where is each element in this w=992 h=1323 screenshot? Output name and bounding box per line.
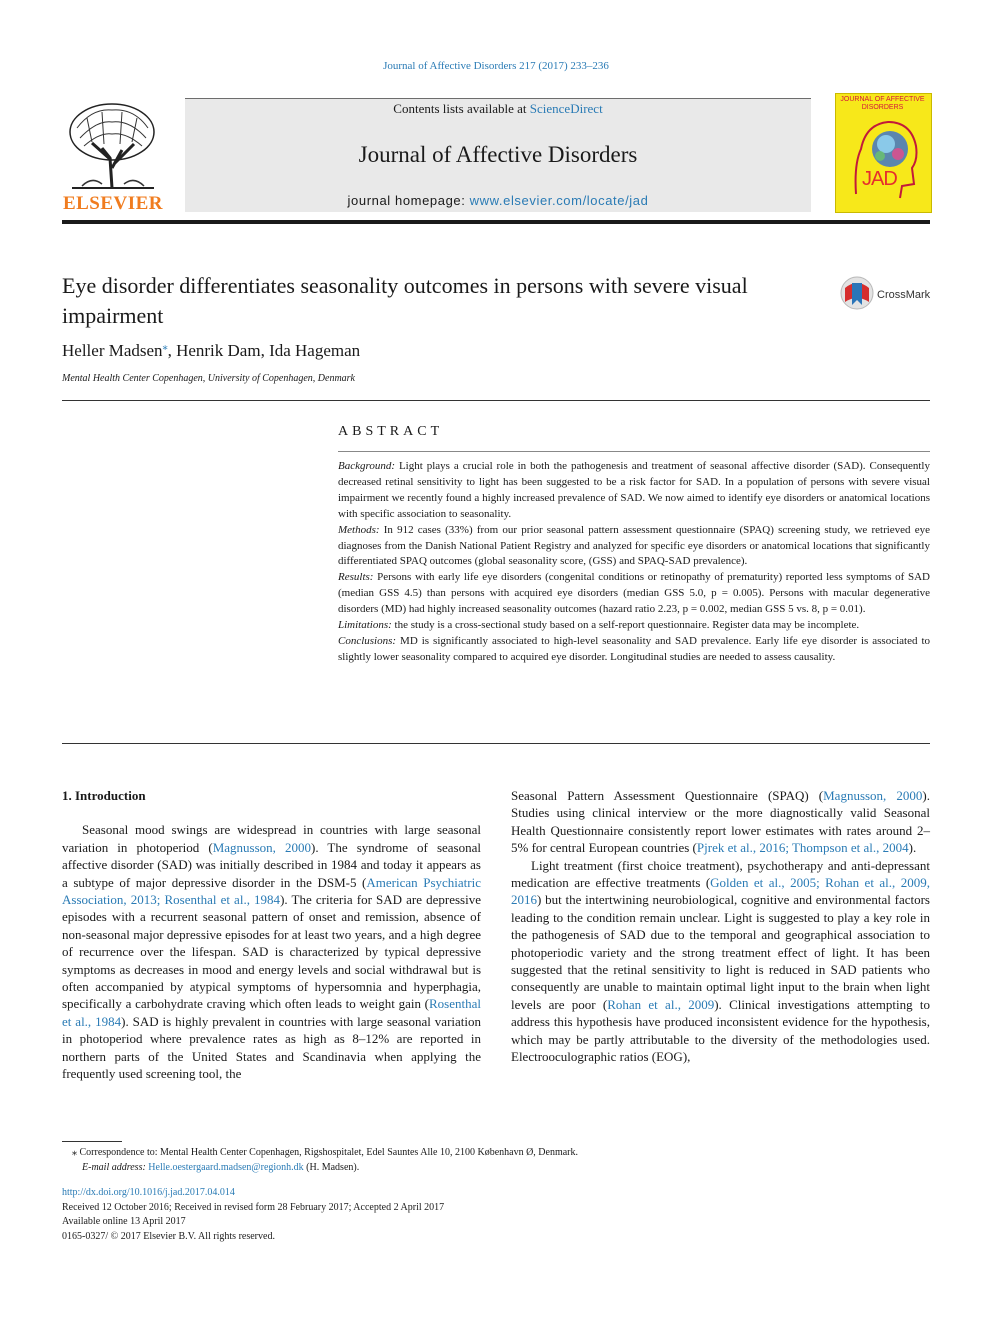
citation-link[interactable]: Rohan et al., 2009 xyxy=(607,996,715,1012)
abstract-conclusions xyxy=(338,634,930,666)
cover-title: JOURNAL OF AFFECTIVE DISORDERS xyxy=(840,96,925,111)
intro-paragraph xyxy=(62,821,481,1082)
abstract-text: the study is a cross-sectional study based on a self-report questionnaire. Register data may be incomplete. xyxy=(391,619,860,632)
footnote-text: Correspondence to: Mental Health Center Copenhagen, Rigshospitalet, Edel Sauntes Alle 10, 2100 København Ø, Denmark. xyxy=(77,1147,579,1158)
section-divider xyxy=(62,400,930,401)
article-info xyxy=(62,1186,930,1244)
abstract-divider xyxy=(338,451,930,452)
copyright-line: 0165-0327/ © 2017 Elsevier B.V. All rights reserved. xyxy=(62,1230,275,1242)
abstract-text: MD is significantly associated to high-level seasonality and SAD prevalence. Early life eye disorder is associated to slightly lower seasonality compared to acquired eye disorder. Longitudinal studies are needed to assess causality. xyxy=(338,634,930,663)
abstract-background xyxy=(338,459,930,523)
paragraph-text: ). xyxy=(908,840,917,856)
journal-citation[interactable]: Journal of Affective Disorders 217 (2017) 233–236 xyxy=(383,60,609,72)
author-name[interactable]: Ida Hageman xyxy=(269,341,361,360)
intro-paragraph-continued xyxy=(511,787,930,857)
author-separator: , xyxy=(260,341,270,360)
author-name[interactable]: Heller Madsen xyxy=(62,341,163,360)
citation-link[interactable]: Magnusson, 2000 xyxy=(823,788,923,803)
header-divider xyxy=(62,220,930,224)
author-list xyxy=(62,341,360,361)
abstract-body xyxy=(338,459,930,666)
journal-title: Journal of Affective Disorders xyxy=(358,142,638,167)
intro-paragraph xyxy=(511,857,930,1066)
available-online: Available online 13 April 2017 xyxy=(62,1216,186,1228)
footnotes xyxy=(62,1145,930,1175)
contents-line xyxy=(185,101,811,117)
email-link[interactable]: Helle.oestergaard.madsen@regionh.dk xyxy=(148,1162,304,1173)
received-dates: Received 12 October 2016; Received in revised form 28 February 2017; Accepted 2 April 2017 xyxy=(62,1201,445,1213)
elsevier-wordmark: ELSEVIER xyxy=(62,193,164,214)
abstract-heading: ABSTRACT xyxy=(338,424,444,439)
paragraph-text: ). The criteria for SAD are depressive episodes with a recurrent seasonal pattern of onset and remission, absence of non-seasonal major depressive episodes for at least two years, and a high degree of recurrence over the lifespan. SAD is characterized by typical depressive symptoms as decreases in mood and energy levels and social withdrawal but is often accompanied by atypical symptoms of hypersomnia and hyperphagia, specifically a carbohydrate craving which often leads to weight gain ( xyxy=(62,892,481,1012)
sciencedirect-link[interactable]: ScienceDirect xyxy=(529,101,603,116)
homepage-prefix: journal homepage: xyxy=(347,193,470,208)
doi-link[interactable]: http://dx.doi.org/10.1016/j.jad.2017.04.014 xyxy=(62,1187,235,1198)
section-divider xyxy=(62,743,930,744)
abstract-label: Conclusions: xyxy=(338,634,397,647)
email-suffix: (H. Madsen). xyxy=(303,1162,360,1173)
email-footnote xyxy=(62,1160,930,1175)
paragraph-text: ). SAD is highly prevalent in countries with large seasonal variation in photoperiod where prevalence rates as high as 8–12% are reported in northern parts of the United States and Scandinavia when applying the frequently used screening tool, the xyxy=(62,1013,481,1082)
author-name[interactable]: Henrik Dam xyxy=(176,341,261,360)
author-separator: , xyxy=(167,341,177,360)
article-title: Eye disorder differentiates seasonality outcomes in persons with severe visual impairment xyxy=(62,273,748,328)
paragraph-text: ). The syndrome of seasonal affective disorder (SAD) was initially described in 1984 and today it appears as a subtype of major depressive disorder in the DSM-5 ( xyxy=(62,839,481,890)
section-heading: 1. Introduction xyxy=(62,788,146,803)
body-column-left xyxy=(62,787,481,1083)
paragraph-text: Seasonal mood swings are widespread in countries with large seasonal variation in photoperiod ( xyxy=(62,822,481,855)
citation-link[interactable]: Pjrek et al., 2016; Thompson et al., 2004 xyxy=(696,840,909,856)
email-label: E-mail address: xyxy=(82,1162,146,1173)
citation-link[interactable]: Golden et al., 2005; Rohan et al., 2009, 2016 xyxy=(511,875,930,908)
abstract-limitations xyxy=(338,618,930,634)
cover-abbrev: JAD xyxy=(862,168,897,190)
paragraph-text: Light treatment (first choice treatment), psychotherapy and anti-depressant medication are effective treatments ( xyxy=(511,857,930,891)
body-column-right xyxy=(511,787,930,1066)
homepage-link[interactable]: www.elsevier.com/locate/jad xyxy=(469,193,649,208)
abstract-methods xyxy=(338,523,930,571)
paragraph-text: ) but the intertwining neurobiological, cognitive and environmental factors leading to the condition remain unclear. Light is suggested to play a key role in the pathogenesis of SAD due to the temporal and geographical association to photoperiodic variety and the strong treatment effect of light. It has been suggested that the retinal sensitivity to light is reduced in SAD patients who consequently are unable to maintain optimal light input to the brain when light levels are poor ( xyxy=(511,892,930,1012)
abstract-text: Light plays a crucial role in both the pathogenesis and treatment of seasonal affective disorder (SAD). Consequently decreased retinal sensitivity to light has been suggested to be a risk factor for SAD. In a population of persons with severe visual impairment we recently found a highly increased prevalence of SAD. We now aimed to identify eye disorders or anatomical locations with specific association to seasonality. xyxy=(338,460,930,520)
homepage-line xyxy=(185,193,811,208)
paragraph-text: ). Clinical investigations attempting to address this hypothesis have produced inconsistent evidence for the hypothesis, which may be partly attributable to the diversity of the methodologies used. Electrooculographic ratios (EOG), xyxy=(511,996,930,1065)
correspondence-footnote xyxy=(62,1145,930,1160)
abstract-label: Limitations: xyxy=(338,619,392,632)
footnote-mark: ⁎ xyxy=(72,1147,77,1158)
abstract-text: Persons with early life eye disorders (congenital conditions or retinopathy of prematurity) reported less symptoms of SAD (median GSS 4.5) than persons with acquired eye disorders (median GSS 5.0, p = 0.005). Persons with macular degenerative disorders (MD) had highly increased seasonality outcomes (hazard ratio 2.23, p = 0.002, median GSS 5 vs. 8, p = 0.01). xyxy=(338,571,930,616)
paragraph-text: ). Studies using clinical interview or the more diagnostically valid Seasonal Health Questionnaire consistently report lower estimates with rates around 2–5% for central European countries ( xyxy=(511,788,930,856)
paragraph-text: Seasonal Pattern Assessment Questionnaire (SPAQ) ( xyxy=(511,788,824,803)
abstract-label: Methods: xyxy=(338,523,380,536)
author-affiliation: Mental Health Center Copenhagen, University of Copenhagen, Denmark xyxy=(62,373,355,384)
corresponding-author-mark[interactable]: ⁎ xyxy=(162,341,168,353)
abstract-label: Background: xyxy=(338,460,396,472)
crossmark-label[interactable]: CrossMark xyxy=(877,289,931,301)
citation-link[interactable]: American Psychiatric Association, 2013; Rosenthal et al., 1984 xyxy=(62,874,482,908)
citation-link[interactable]: Rosenthal et al., 1984 xyxy=(62,996,481,1029)
footnote-divider xyxy=(62,1141,122,1142)
abstract-label: Results: xyxy=(338,571,374,584)
abstract-results xyxy=(338,570,930,618)
contents-prefix: Contents lists available at xyxy=(393,101,530,116)
citation-link[interactable]: Magnusson, 2000 xyxy=(212,839,311,855)
abstract-text: In 912 cases (33%) from our prior seasonal pattern assessment questionnaire (SPAQ) screening study, we retrieved eye diagnoses from the Danish National Patient Registry and analyzed for specific eye disorders or anatomical locations that significantly differentiated SPAQ outcomes (global seasonality score, (GSS) and SPAQ-SAD prevalence). xyxy=(338,523,930,568)
